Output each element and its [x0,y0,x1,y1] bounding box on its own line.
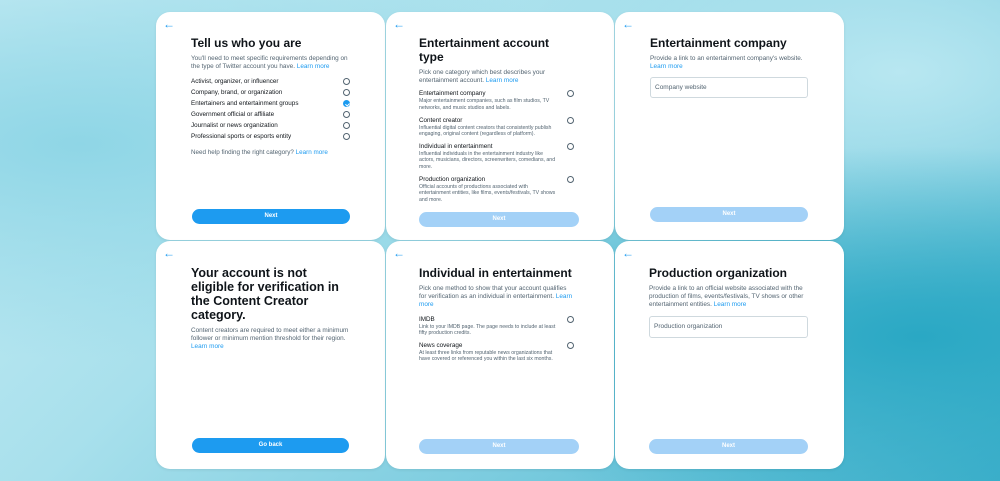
method-options [419,316,574,363]
option-entertainment-company[interactable]: Entertainment company Major entertainment companies, such as film studios, TV networks, and music studios and labels. [419,90,574,111]
radio-button[interactable] [343,122,350,129]
learn-more-link[interactable]: Learn more [419,293,573,309]
learn-more-link[interactable]: Learn more [296,63,330,71]
production-organization-input[interactable]: Production organization [649,316,808,338]
card-title: Tell us who you are [191,36,302,50]
go-back-button[interactable]: Go back [192,438,349,453]
company-website-input[interactable]: Company website [650,77,808,98]
learn-more-link[interactable]: Learn more [191,343,224,351]
back-arrow-icon[interactable]: ← [622,246,634,260]
card-title: Individual in entertainment [419,266,572,280]
radio-checked-icon[interactable] [343,100,350,107]
option-journalist[interactable]: Journalist or news organization [191,120,350,131]
card-description: Content creators are required to meet either a minimum follower or minimum mention threshold for their region. Learn more [191,327,349,351]
back-arrow-icon[interactable]: ← [163,246,175,260]
card-description: You'll need to meet specific requirements depending on the type of Twitter account you have. Learn more [191,55,348,71]
next-button[interactable]: Next [192,209,350,224]
help-learn-more-link[interactable]: Learn more [295,149,328,157]
option-news-coverage[interactable]: News coverage At least three links from reputable news organizations that have covered or referenced you within the last six months. [419,342,574,363]
card-title: Production organization [649,266,787,280]
radio-button[interactable] [567,342,574,349]
card-entertainment-account-type [386,12,614,240]
back-arrow-icon[interactable]: ← [393,246,405,260]
card-title: Entertainment company [650,36,787,50]
card-description: Pick one category which best describes your entertainment account. Learn more [419,69,546,85]
card-entertainment-company [615,12,844,240]
card-description: Provide a link to an entertainment company's website. Learn more [650,55,803,71]
card-title: Your account is not eligible for verification in the Content Creator category. [191,266,339,322]
next-button[interactable]: Next [419,212,579,227]
radio-button[interactable] [567,316,574,323]
option-sports[interactable]: Professional sports or esports entity [191,131,350,142]
account-type-options [419,90,574,203]
radio-button[interactable] [343,111,350,118]
card-description: Provide a link to an official website associated with the production of films, events/festivals, TV shows or other entertainment entities. Learn more [649,285,804,309]
back-arrow-icon[interactable]: ← [393,17,405,31]
next-button[interactable]: Next [650,207,808,222]
radio-button[interactable] [567,90,574,97]
option-production-organization[interactable]: Production organization Official accounts of productions associated with entertainment entities, like films, events/festivals, TV shows and more. [419,176,574,204]
learn-more-link[interactable]: Learn more [650,63,683,71]
learn-more-link[interactable]: Learn more [713,301,747,309]
card-individual-in-entertainment [386,241,614,469]
option-imdb[interactable]: IMDB Link to your IMDB page. The page needs to include at least fifty production credits. [419,316,574,337]
help-text: Need help finding the right category? Learn more [191,149,328,157]
card-description: Pick one method to show that your account qualifies for verification as an individual in entertainment. Learn more [419,285,573,309]
option-government[interactable]: Government official or affiliate [191,109,350,120]
card-production-organization [615,241,844,469]
option-entertainers[interactable]: Entertainers and entertainment groups [191,98,350,109]
back-arrow-icon[interactable]: ← [622,17,634,31]
category-options [191,76,350,142]
card-title: Entertainment account type [419,36,550,64]
option-company[interactable]: Company, brand, or organization [191,87,350,98]
back-arrow-icon[interactable]: ← [163,17,175,31]
card-not-eligible [156,241,385,469]
next-button[interactable]: Next [419,439,579,454]
option-individual-entertainment[interactable]: Individual in entertainment Influential individuals in the entertainment industry like actors, musicians, directors, screenwriters, comedians, and more. [419,143,574,171]
radio-button[interactable] [567,143,574,150]
radio-button[interactable] [343,89,350,96]
radio-button[interactable] [343,133,350,140]
next-button[interactable]: Next [649,439,808,454]
option-content-creator[interactable]: Content creator Influential digital content creators that consistently publish engaging, original content (regardless of platform). [419,117,574,138]
radio-button[interactable] [567,117,574,124]
learn-more-link[interactable]: Learn more [485,77,519,85]
radio-button[interactable] [343,78,350,85]
option-activist[interactable]: Activist, organizer, or influencer [191,76,350,87]
radio-button[interactable] [567,176,574,183]
card-tell-us-who-you-are [156,12,385,240]
